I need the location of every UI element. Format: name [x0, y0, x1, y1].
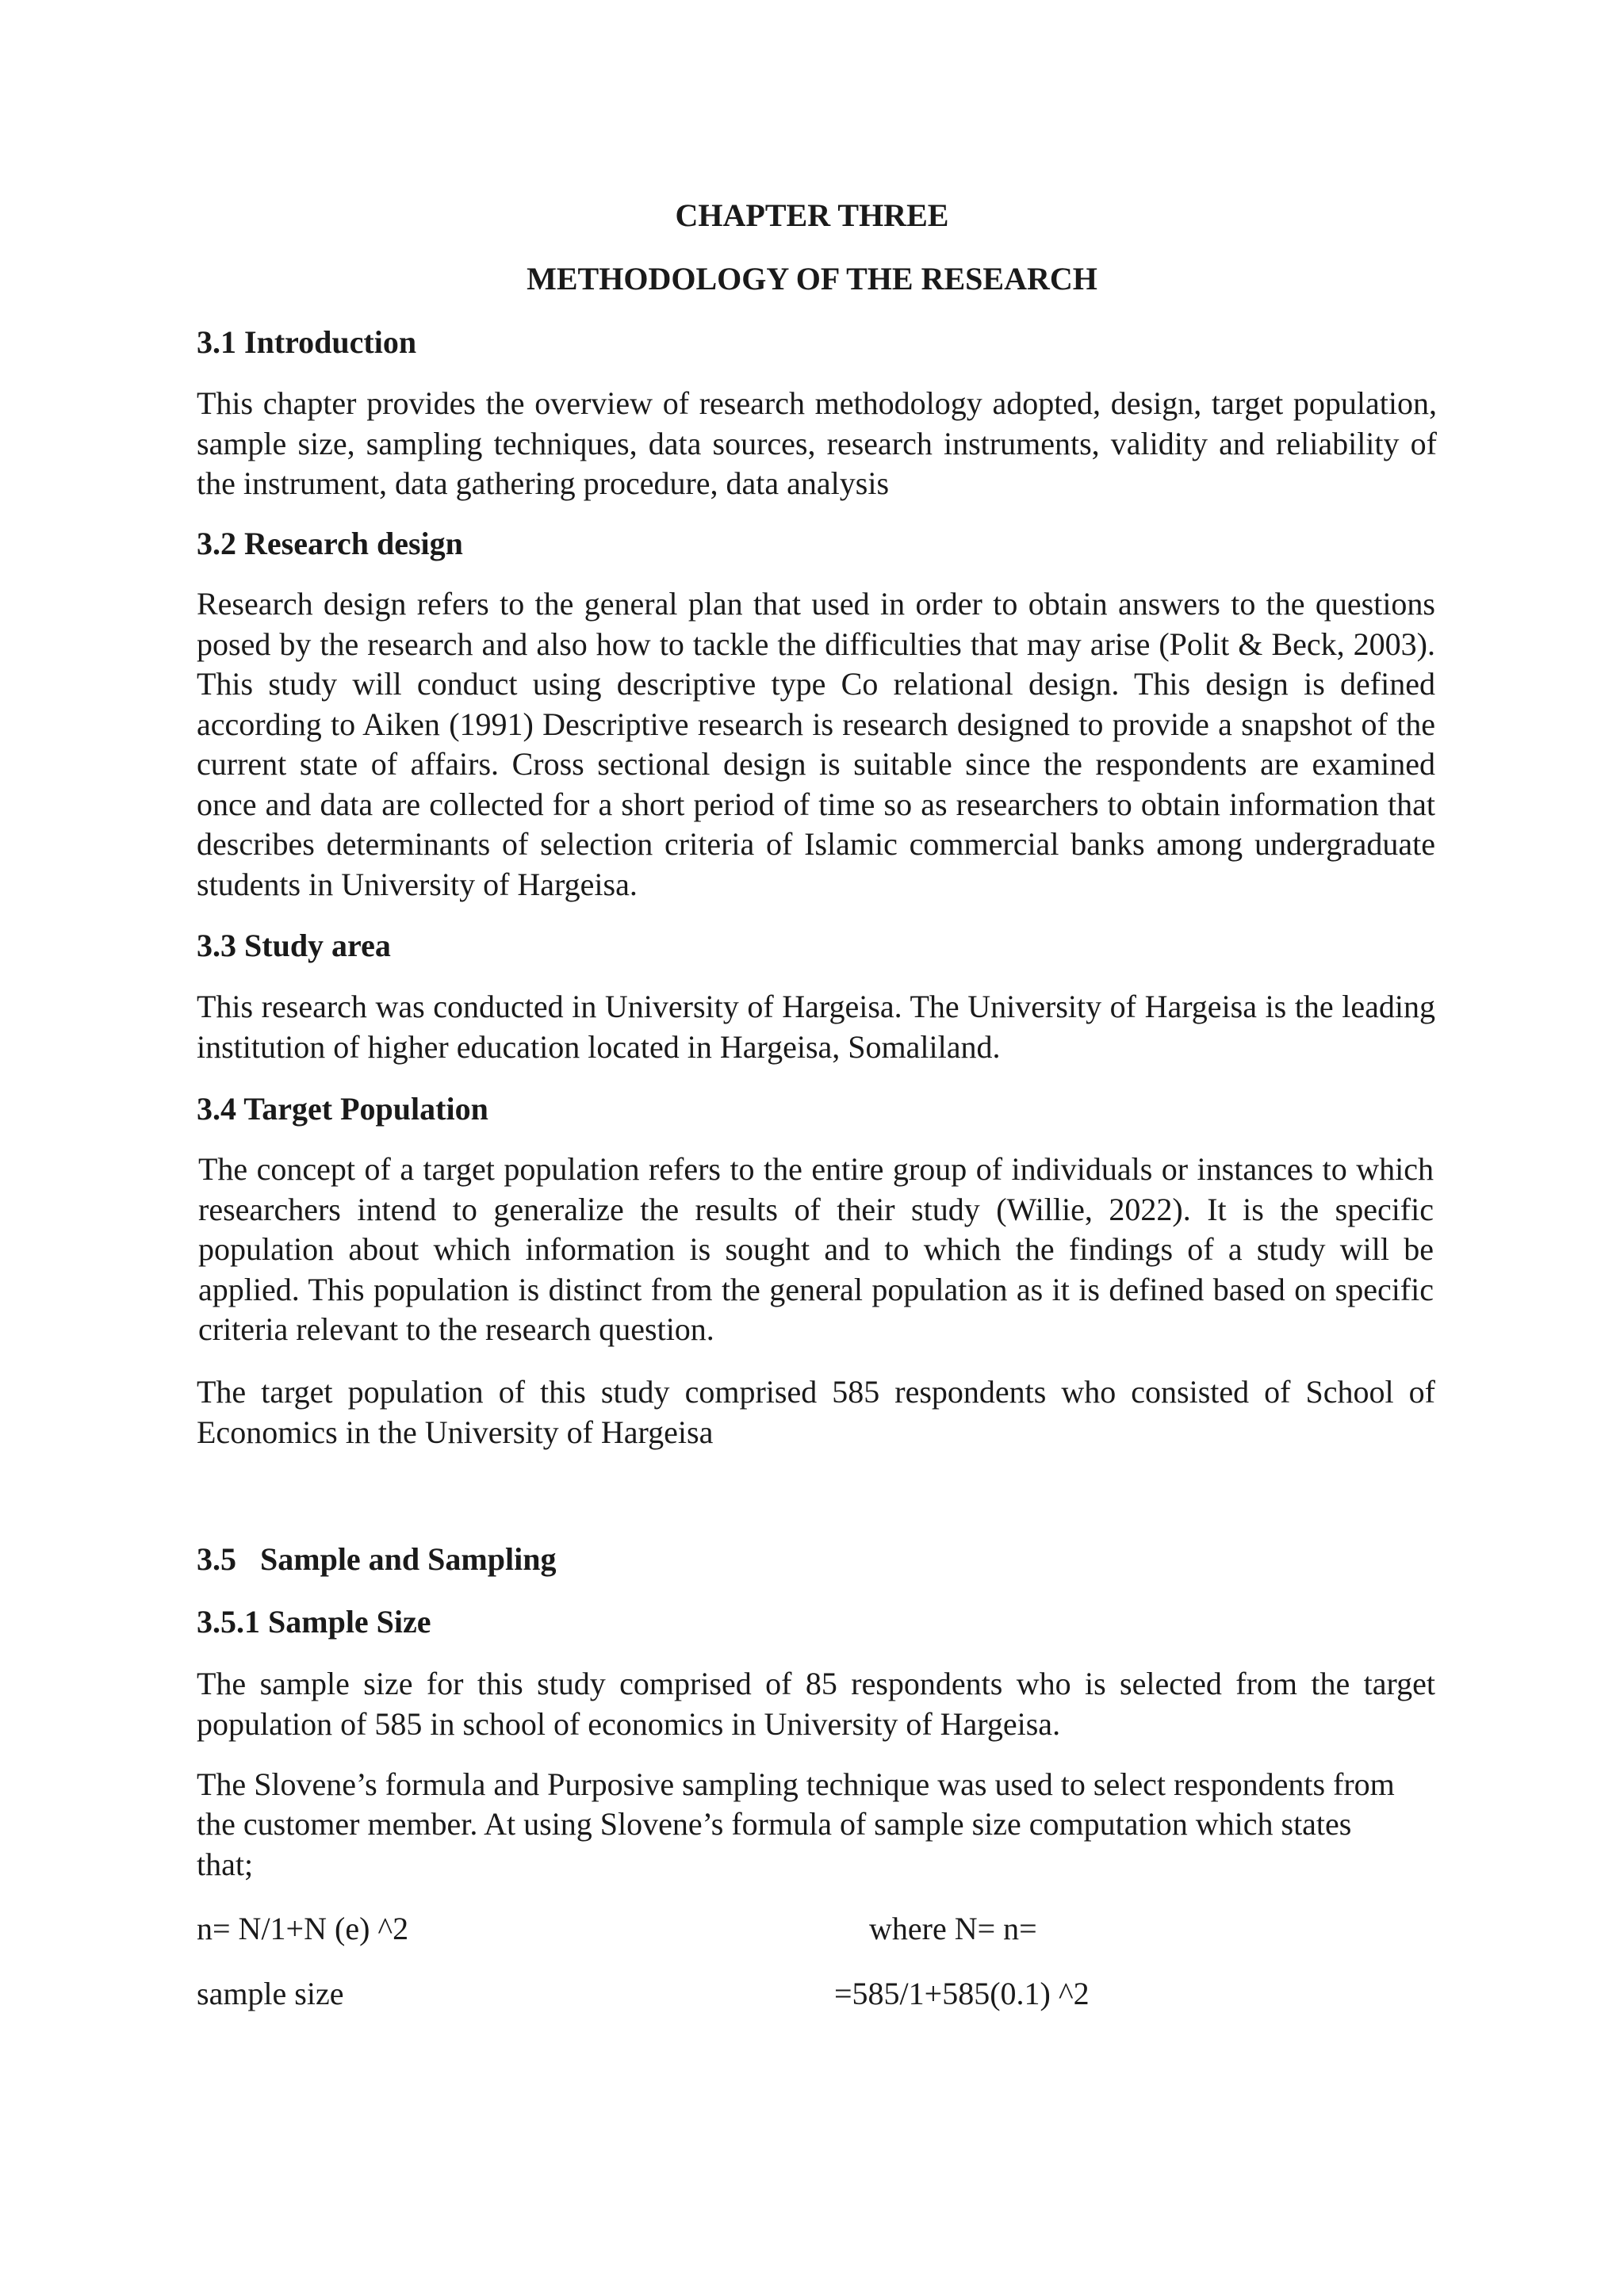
paragraph-research-design: Research design refers to the general plan that used in order to obtain answers to the questions posed by the research and also how to tackle the difficulties that may arise (Polit & Beck, 2003). This study will conduct using descriptive type Co relational design. This design is defined according to Aiken (1991) Descriptive research is research designed to provide a snapshot of the current state of affairs. Cross sectional design is suitable since the respondents are examined once and data are collected for a short period of time so as researchers to obtain information that describes determinants of selection criteria of Islamic commercial banks among undergraduate students in University of Hargeisa.	[197, 586, 1435, 902]
paragraph-sample-size: The sample size for this study comprised of 85 respondents who is selected from the target population of 585 in school of economics in University of Hargeisa.	[197, 1666, 1435, 1742]
paragraph-target-population-count: The target population of this study comprised 585 respondents who consisted of School of Economics in the University of Hargeisa	[197, 1374, 1435, 1450]
formula-left: n= N/1+N (e) ^2	[197, 1911, 409, 1946]
heading-sample-size: 3.5.1 Sample Size	[197, 1604, 431, 1640]
paragraph-slovene-line-1: The Slovene’s formula and Purposive sampling technique was used to select respondents from	[197, 1766, 1395, 1802]
paragraph-target-population-definition: The concept of a target population refers to the entire group of individuals or instances to which researchers intend to generalize the results of their study (Willie, 2022). It is the specific population about which information is sought and to which the findings of a study will be applied. This population is distinct from the general population as it is defined based on specific criteria relevant to the research question.	[198, 1151, 1434, 1347]
heading-target-population: 3.4 Target Population	[197, 1091, 488, 1127]
paragraph-slovene-line-2: the customer member. At using Slovene’s formula of sample size computation which states	[197, 1806, 1352, 1842]
heading-introduction: 3.1 Introduction	[197, 324, 417, 360]
paragraph-introduction: This chapter provides the overview of research methodology adopted, design, target population, sample size, sampling techniques, data sources, research instruments, validity and reliability of the instrument, data gathering procedure, data analysis	[197, 385, 1437, 501]
formula-sample-size-computation: =585/1+585(0.1) ^2	[834, 1976, 1090, 2011]
formula-sample-size-label: sample size	[197, 1976, 344, 2011]
chapter-title: METHODOLOGY OF THE RESEARCH	[527, 261, 1097, 297]
chapter-number: CHAPTER THREE	[675, 197, 949, 233]
heading-sample-and-sampling: 3.5 Sample and Sampling	[197, 1541, 557, 1577]
formula-right: where N= n=	[869, 1911, 1037, 1946]
heading-study-area: 3.3 Study area	[197, 928, 391, 963]
heading-research-design: 3.2 Research design	[197, 526, 463, 561]
paragraph-study-area: This research was conducted in University of Hargeisa. The University of Hargeisa is the leading institution of higher education located in Hargeisa, Somaliland.	[197, 989, 1435, 1065]
paragraph-slovene-line-3: that;	[197, 1846, 254, 1882]
